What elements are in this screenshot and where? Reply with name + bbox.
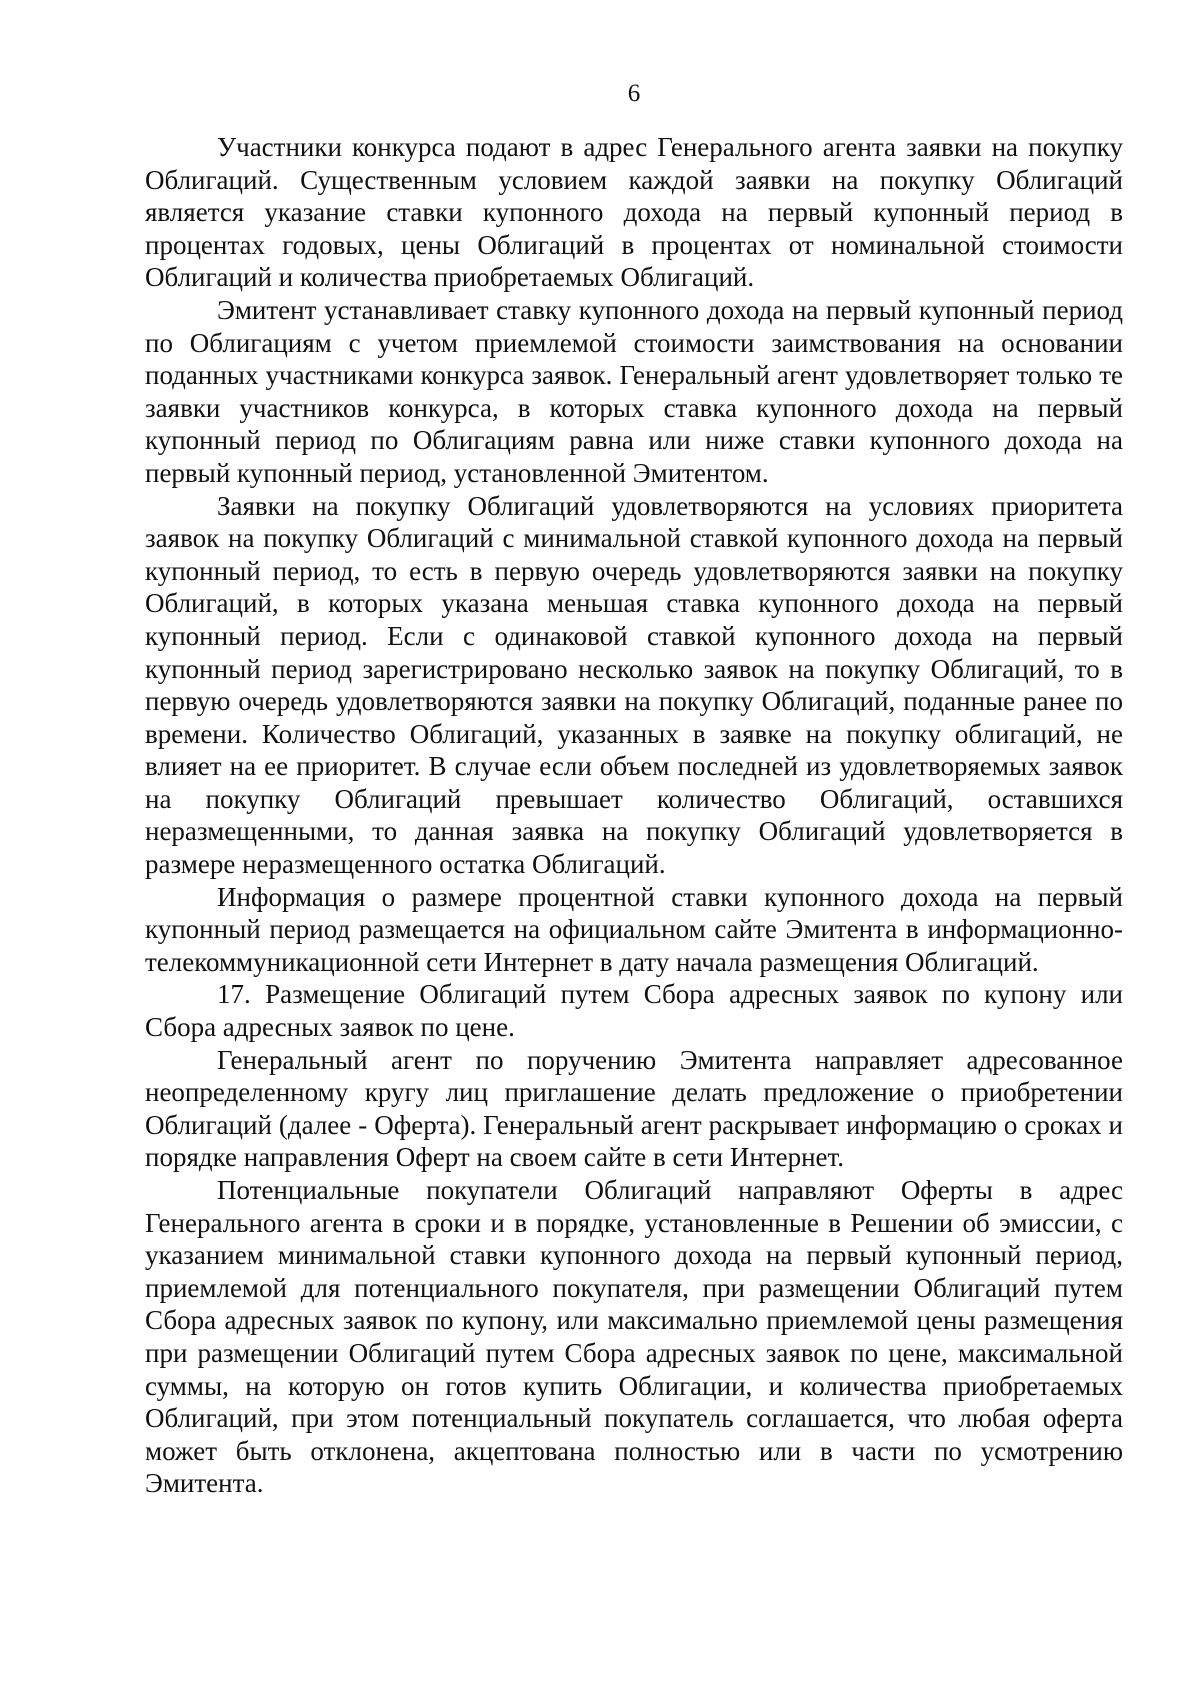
paragraph-rate-disclosure: Информация о размере процентной ставки купонного дохода на первый купонный период размещается на официальном сайте Эмитента в информационно-телекоммуникационной сети Интернет в дату начала размещения Облигаций. — [145, 881, 1123, 977]
paragraph-buyer-offers: Потенциальные покупатели Облигаций направляют Оферты в адрес Генерального агента в сроки и в порядке, установленные в Решении об эмиссии, с указанием минимальной ставки купонного дохода на первый купонный период, приемлемой для потенциального покупателя, при размещении Облигаций путем Сбора адресных заявок по купону, или максимально приемлемой цены размещения при размещении Облигаций путем Сбора адресных заявок по цене, максимальной суммы, на которую он готов купить Облигации, и количества приобретаемых Облигаций, при этом потенциальный покупатель соглашается, что любая оферта может быть отклонена, акцептована полностью или в части по усмотрению Эмитента. — [145, 1175, 1123, 1499]
paragraph-section-17-heading: 17. Размещение Облигаций путем Сбора адресных заявок по купону или Сбора адресных заявок по цене. — [145, 979, 1123, 1043]
paragraph-offer-invitation: Генеральный агент по поручению Эмитента направляет адресованное неопределенному кругу лиц приглашение делать предложение о приобретении Облигаций (далее - Оферта). Генеральный агент раскрывает информацию о сроках и порядке направления Оферт на своем сайте в сети Интернет. — [145, 1044, 1123, 1173]
page-number: 6 — [627, 80, 641, 107]
paragraph-issuer-rate: Эмитент устанавливает ставку купонного дохода на первый купонный период по Облигациям с учетом приемлемой стоимости заимствования на основании поданных участниками конкурса заявок. Генеральный агент удовлетворяет только те заявки участников конкурса, в которых ставка купонного дохода на первый купонный период по Облигациям равна или ниже ставки купонного дохода на первый купонный период, установленной Эмитентом. — [145, 294, 1123, 488]
paragraph-tender-bids: Участники конкурса подают в адрес Генерального агента заявки на покупку Облигаций. Существенным условием каждой заявки на покупку Облигаций является указание ставки купонного дохода на первый купонный период в процентах годовых, цены Облигаций в процентах от номинальной стоимости Облигаций и количества приобретаемых Облигаций. — [145, 132, 1123, 293]
document-body — [145, 131, 1123, 1500]
paragraph-bid-priority: Заявки на покупку Облигаций удовлетворяются на условиях приоритета заявок на покупку Облигаций с минимальной ставкой купонного дохода на первый купонный период, то есть в первую очередь удовлетворяются заявки на покупку Облигаций, в которых указана меньшая ставка купонного дохода на первый купонный период. Если с одинаковой ставкой купонного дохода на первый купонный период зарегистрировано несколько заявок на покупку Облигаций, то в первую очередь удовлетворяются заявки на покупку Облигаций, поданные ранее по времени. Количество Облигаций, указанных в заявке на покупку облигаций, не влияет на ее приоритет. В случае если объем последней из удовлетворяемых заявок на покупку Облигаций превышает количество Облигаций, оставшихся неразмещенными, то данная заявка на покупку Облигаций удовлетворяется в размере неразмещенного остатка Облигаций. — [145, 490, 1123, 880]
